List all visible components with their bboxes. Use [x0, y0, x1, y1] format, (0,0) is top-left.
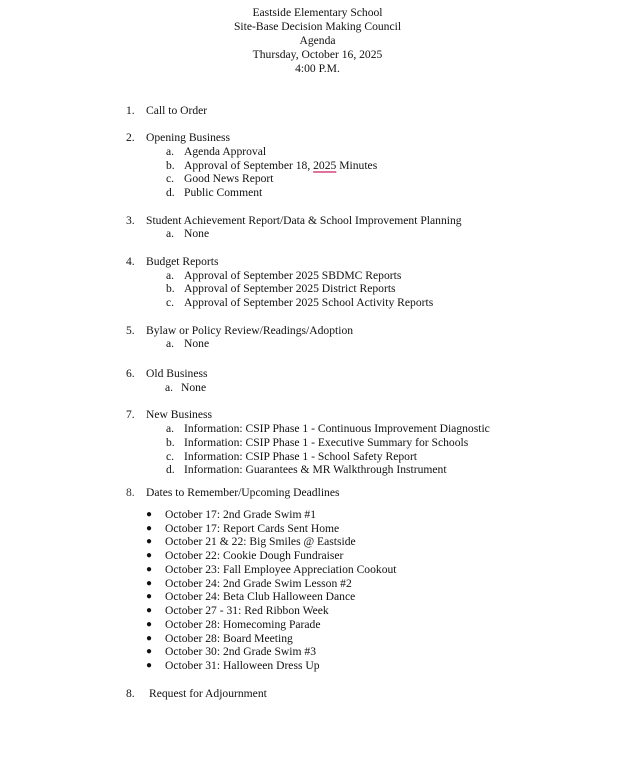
sub-item: None: [184, 227, 210, 240]
date-item: October 17: Report Cards Sent Home: [165, 522, 340, 535]
meeting-time: 4:00 P.M.: [295, 62, 340, 75]
sub-letter: a.: [166, 422, 175, 435]
item-number: 1.: [126, 104, 135, 117]
sub-item: None: [184, 337, 210, 350]
date-item: October 23: Fall Employee Appreciation Cookout: [165, 563, 397, 576]
item-title-student-achievement: Student Achievement Report/Data & School Improvement Planning: [146, 214, 462, 227]
bullet-icon: ●: [146, 619, 153, 630]
sub-item: Information: CSIP Phase 1 - School Safety Report: [184, 450, 418, 463]
sub-letter: c.: [166, 450, 175, 463]
date-item: October 17: 2nd Grade Swim #1: [165, 508, 317, 521]
sub-item: Agenda Approval: [184, 145, 267, 158]
document-type: Agenda: [299, 34, 336, 47]
item-number: 7.: [126, 408, 135, 421]
bullet-icon: ●: [146, 591, 153, 602]
date-item: October 31: Halloween Dress Up: [165, 659, 320, 672]
date-item: October 24: 2nd Grade Swim Lesson #2: [165, 577, 352, 590]
bullet-icon: ●: [146, 509, 153, 520]
item-title-budget-reports: Budget Reports: [146, 255, 219, 268]
sub-letter: b.: [166, 282, 175, 295]
date-item: October 30: 2nd Grade Swim #3: [165, 645, 317, 658]
sub-item: Approval of September 2025 School Activity Reports: [184, 296, 434, 309]
sub-letter: d.: [166, 463, 175, 476]
date-item: October 28: Board Meeting: [165, 632, 293, 645]
item-number: 8.: [126, 486, 135, 499]
item-number: 6.: [126, 367, 135, 380]
sub-letter: c.: [166, 172, 175, 185]
sub-letter: a.: [166, 145, 175, 158]
item-title-dates-to-remember: Dates to Remember/Upcoming Deadlines: [146, 486, 340, 499]
sub-item: Information: CSIP Phase 1 - Executive Summary for Schools: [184, 436, 469, 449]
sub-item: Public Comment: [184, 186, 263, 199]
item-title-opening-business: Opening Business: [146, 131, 231, 144]
sub-item-text-post: Minutes: [336, 159, 378, 172]
sub-letter: a.: [166, 227, 175, 240]
sub-letter: a.: [166, 269, 175, 282]
bullet-icon: ●: [146, 550, 153, 561]
item-title-adjournment: Request for Adjournment: [149, 687, 267, 700]
item-title-call-to-order: Call to Order: [146, 104, 208, 117]
item-title-new-business: New Business: [146, 408, 213, 421]
bullet-icon: ●: [146, 578, 153, 589]
date-item: October 27 - 31: Red Ribbon Week: [165, 604, 329, 617]
sub-item: [184, 159, 377, 173]
date-item: October 21 & 22: Big Smiles @ Eastside: [165, 535, 356, 548]
sub-letter: a.: [165, 381, 174, 394]
sub-item-text-pre: Approval of September 18,: [184, 159, 314, 172]
item-number: 3.: [126, 214, 135, 227]
agenda-header: [0, 6, 635, 76]
sub-item: Good News Report: [184, 172, 274, 185]
bullet-icon: ●: [146, 646, 153, 657]
date-item: October 28: Homecoming Parade: [165, 618, 321, 631]
sub-letter: b.: [166, 159, 175, 172]
sub-letter: d.: [166, 186, 175, 199]
sub-letter: b.: [166, 436, 175, 449]
bullet-icon: ●: [146, 536, 153, 547]
item-number: 4.: [126, 255, 135, 268]
item-number: 2.: [126, 131, 135, 144]
spellcheck-marked-word: 2025: [313, 159, 337, 172]
bullet-icon: ●: [146, 605, 153, 616]
sub-item: Approval of September 2025 District Reports: [184, 282, 396, 295]
item-title-bylaw-policy: Bylaw or Policy Review/Readings/Adoption: [146, 324, 354, 337]
bullet-icon: ●: [146, 660, 153, 671]
item-title-old-business: Old Business: [146, 367, 208, 380]
sub-letter: c.: [166, 296, 175, 309]
sub-item: Information: Guarantees & MR Walkthrough Instrument: [184, 463, 447, 476]
bullet-icon: ●: [146, 523, 153, 534]
date-item: October 24: Beta Club Halloween Dance: [165, 590, 356, 603]
date-item: October 22: Cookie Dough Fundraiser: [165, 549, 344, 562]
bullet-icon: ●: [146, 564, 153, 575]
sub-item: Information: CSIP Phase 1 - Continuous Improvement Diagnostic: [184, 422, 490, 435]
council-name: Site-Base Decision Making Council: [233, 20, 402, 33]
item-number: 8.: [126, 687, 135, 700]
school-name: Eastside Elementary School: [252, 6, 383, 19]
sub-item: Approval of September 2025 SBDMC Reports: [184, 269, 402, 282]
meeting-date: Thursday, October 16, 2025: [252, 48, 383, 61]
sub-letter: a.: [166, 337, 175, 350]
sub-item: None: [181, 381, 207, 394]
item-number: 5.: [126, 324, 135, 337]
bullet-icon: ●: [146, 633, 153, 644]
